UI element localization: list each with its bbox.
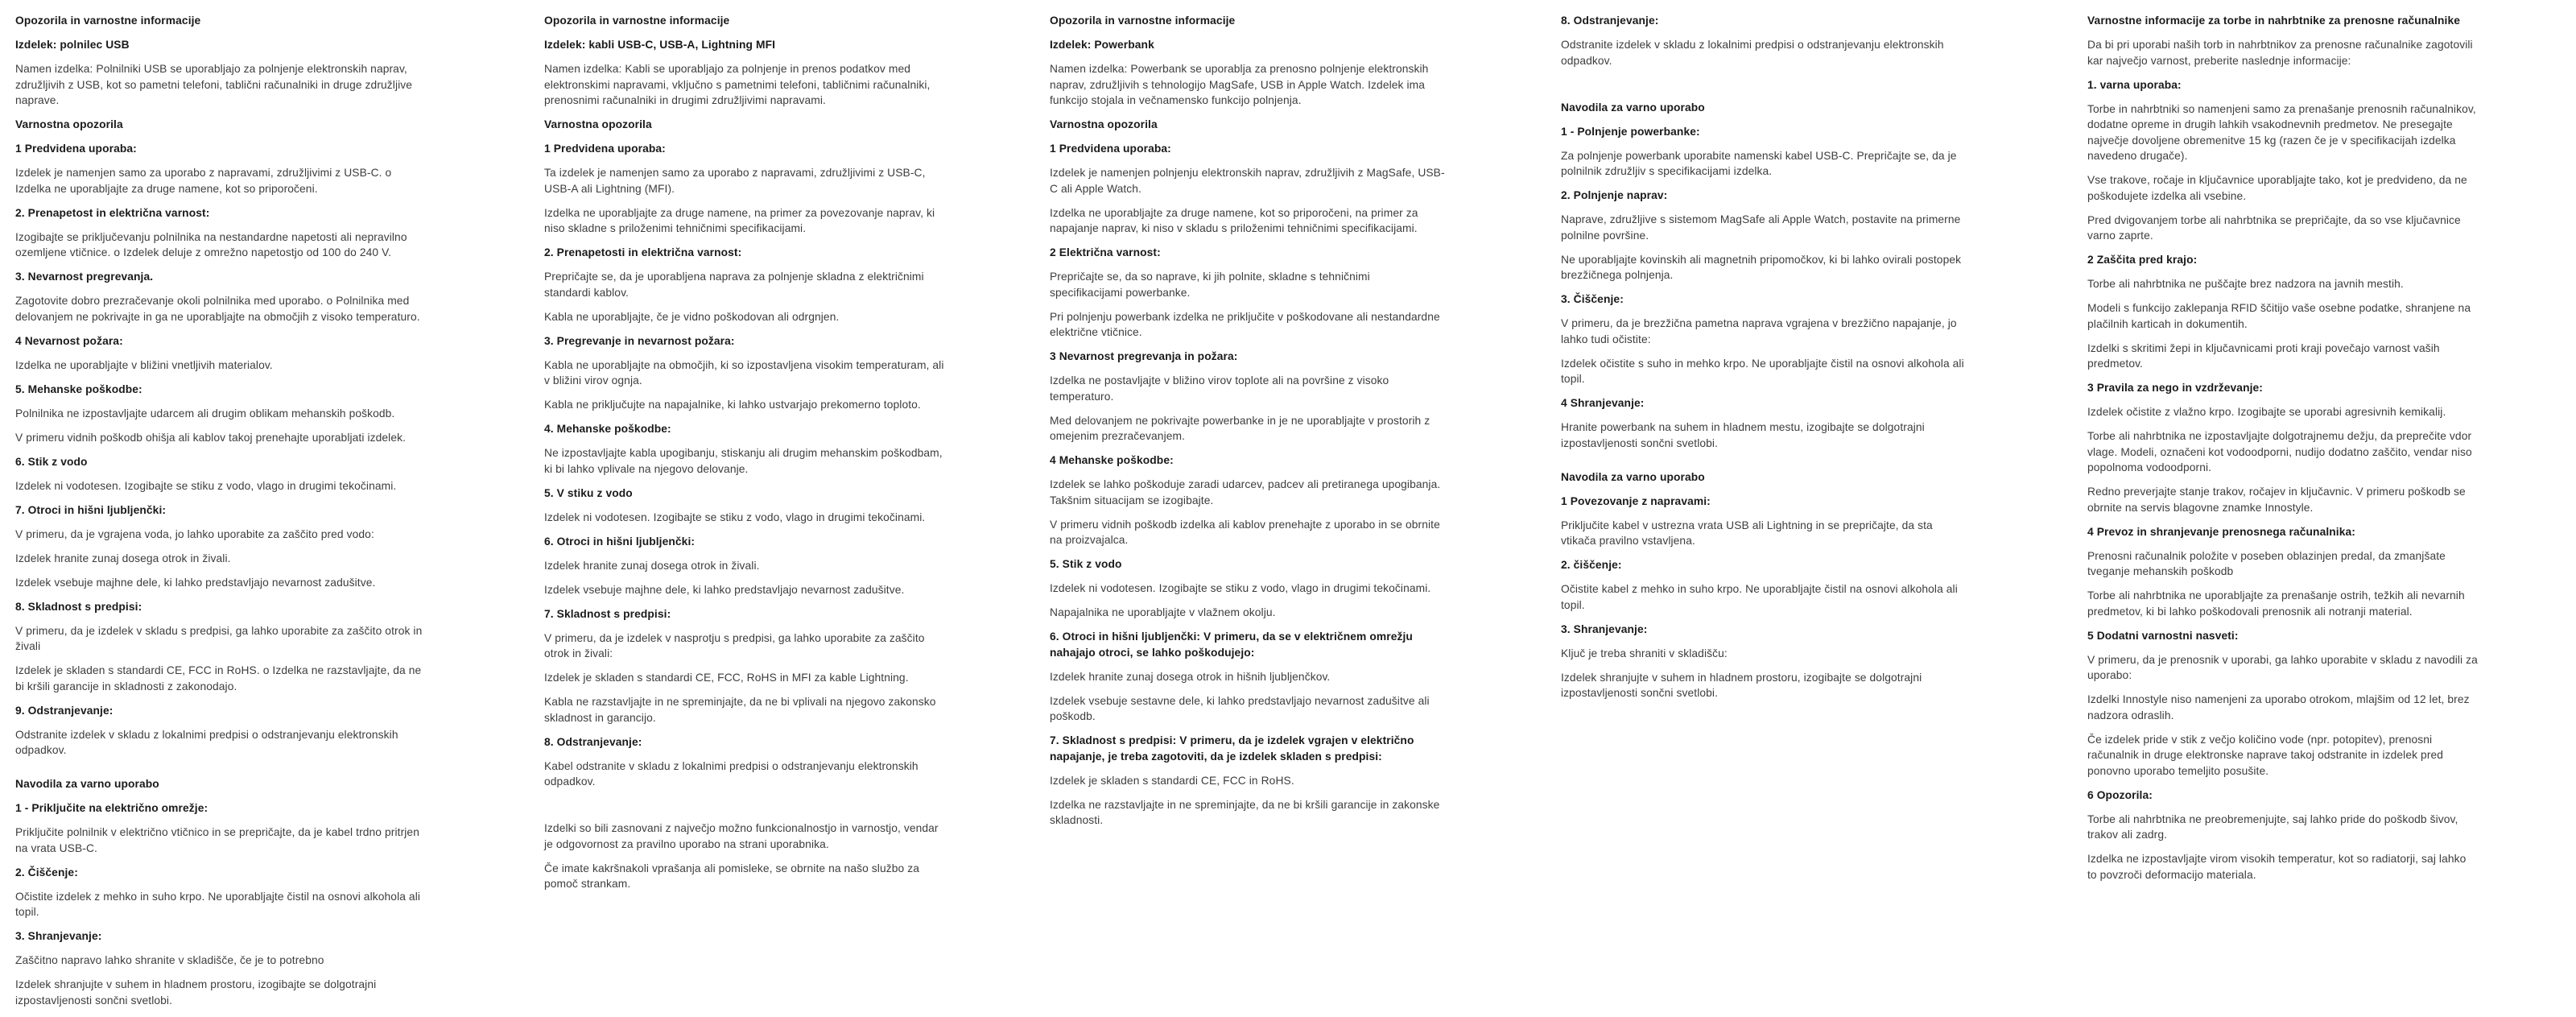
subsection-heading: 2 Električna varnost: [1050,246,1161,258]
paragraph: Torbe ali nahrbtnika ne uporabljajte za prenašanje ostrih, težkih ali nevarnih predmetov, ki bi lahko poškodovali prenosnik ali notranji material. [2087,589,2465,618]
paragraph: Izdelka ne uporabljajte v bližini vnetljivih materialov. [15,358,273,371]
section-heading: Navodila za varno uporabo [15,778,159,790]
paragraph: Izdelek se lahko poškoduje zaradi udarcev, padcev ali pretiranega upogibanja. Takšnim situacijam se izogibajte. [1050,478,1441,506]
subsection-heading: 2. čiščenje: [1561,559,1622,571]
spacer [1561,460,1967,469]
paragraph: V primeru, da je prenosnik v uporabi, ga lahko uporabite v skladu z navodili za uporabo: [2087,653,2478,681]
paragraph: Za polnjenje powerbank uporabite namenski kabel USB-C. Prepričajte se, da je polnilnik združljiv s specifikacijami izdelka. [1561,149,1957,177]
paragraph: Kabla ne uporabljajte na območjih, ki so izpostavljena visokim temperaturam, ali v bližini virov ognja. [544,358,944,387]
paragraph: Izdelek hranite zunaj dosega otrok in živali. [544,559,760,572]
doc-title: Opozorila in varnostne informacije [15,14,201,27]
subsection-heading: 1. varna uporaba: [2087,78,2182,91]
paragraph: Izdelek je skladen s standardi CE, FCC, RoHS in MFI za kable Lightning. [544,672,909,684]
paragraph: Če imate kakršnakoli vprašanja ali pomisleke, se obrnite na našo službo za pomoč strankam. [544,862,919,890]
subsection-heading: 7. Skladnost s predpisi: [544,607,671,620]
subsection-heading: 7. Otroci in hišni ljubljenčki: [15,503,167,516]
paragraph: Modeli s funkcijo zaklepanja RFID ščitijo vaše osebne podatke, shranjene na plačilnih karticah in dokumentih. [2087,302,2471,330]
paragraph: Kabla ne priključujte na napajalnike, ki lahko ustvarjajo prekomerno toploto. [544,399,921,411]
paragraph: Napajalnika ne uporabljajte v vlažnem okolju. [1050,606,1276,618]
paragraph: Odstranite izdelek v skladu z lokalnimi predpisi o odstranjevanju elektronskih odpadkov. [15,728,398,756]
subsection-heading: 1 Predvidena uporaba: [1050,143,1171,155]
paragraph: Izdelka ne uporabljajte za druge namene, kot so priporočeni, na primer za napajanje naprav, ki niso v skladu s priloženimi tehničnimi specifikacijami. [1050,206,1418,234]
paragraph: Torbe ali nahrbtnika ne izpostavljajte dolgotrajnemu dežju, da preprečite vdor vlage. Modeli, označeni kot vodoodporni, nudijo dodatno zaščito, vendar niso popolnoma vodoodporni. [2087,430,2472,473]
subsection-heading: 1 Predvidena uporaba: [544,143,666,155]
paragraph: Očistite kabel z mehko in suho krpo. Ne uporabljajte čistil na osnovi alkohola ali topil. [1561,583,1958,611]
paragraph: V primeru, da je vgrajena voda, jo lahko uporabite za zaščito pred vodo: [15,527,374,540]
subsection-heading: 3. Nevarnost pregrevanja. [15,271,154,283]
paragraph: Priključite polnilnik v električno vtičnico in se prepričajte, da je kabel trdno pritrjen na vrata USB-C. [15,826,419,854]
paragraph: Prepričajte se, da so naprave, ki jih polnite, skladne s tehničnimi specifikacijami powerbanke. [1050,271,1370,299]
subsection-heading: 2. Prenapetost in električna varnost: [15,206,210,219]
paragraph: Da bi pri uporabi naših torb in nahrbtnikov za prenosne računalnike zagotovili kar največjo varnost, preberite naslednje informacije: [2087,39,2473,67]
subsection-heading: 5. Stik z vodo [1050,558,1122,570]
paragraph: Prenosni računalnik položite v poseben oblazinjen predal, da zmanjšate tveganje mehanskih poškodb [2087,549,2446,577]
paragraph: Ne uporabljajte kovinskih ali magnetnih pripomočkov, ki bi lahko ovirali postopek brezžičnega polnjenja. [1561,253,1962,281]
section-heading: Varnostna opozorila [1050,118,1158,130]
section-heading: Navodila za varno uporabo [1561,101,1705,114]
doc-title: Opozorila in varnostne informacije [544,14,730,27]
subsection-heading: 2. Prenapetosti in električna varnost: [544,246,742,258]
subsection-heading: 3. Shranjevanje: [15,930,102,942]
paragraph: Izdelka ne izpostavljajte virom visokih temperatur, kot so radiatorji, saj lahko to povzroči deformacijo materiala. [2087,853,2467,881]
subsection-heading: 4 Mehanske poškodbe: [1050,454,1174,466]
paragraph: V primeru vidnih poškodb izdelka ali kablov prenehajte z uporabo in se obrnite na proizvajalca. [1050,518,1440,546]
subsection-heading: 1 Predvidena uporaba: [15,143,137,155]
subsection-heading: 8. Odstranjevanje: [544,735,642,748]
subsection-heading: 4 Shranjevanje: [1561,397,1645,409]
paragraph: V primeru, da je brezžična pametna naprava vgrajena v brezžično napajanje, jo lahko tudi očistite: [1561,317,1957,345]
paragraph: Odstranite izdelek v skladu z lokalnimi predpisi o odstranjevanju elektronskih odpadkov. [1561,39,1944,67]
paragraph: Izdelek je skladen s standardi CE, FCC in RoHS. [1050,774,1294,787]
paragraph: Polnilnika ne izpostavljajte udarcem ali drugim oblikam mehanskih poškodb. [15,407,395,420]
paragraph: Kabel odstranite v skladu z lokalnimi predpisi o odstranjevanju elektronskih odpadkov. [544,759,919,788]
paragraph: Očistite izdelek z mehko in suho krpo. Ne uporabljajte čistil na osnovi alkohola ali topil. [15,890,421,918]
paragraph: Izdelka ne razstavljajte in ne spreminjajte, da ne bi kršili garancije in zakonske skladnosti. [1050,798,1440,826]
section-heading: Varnostna opozorila [15,118,123,130]
subsection-heading: 5 Dodatni varnostni nasveti: [2087,629,2239,642]
subsection-heading: 6. Otroci in hišni ljubljenčki: V primeru, da se v električnem omrežju nahajajo otroci, se lahko poškodujejo: [1050,630,1413,659]
subsection-heading: 4 Nevarnost požara: [15,334,123,347]
subsection-heading: 8. Odstranjevanje: [1561,14,1659,27]
paragraph: Ta izdelek je namenjen samo za uporabo z napravami, združljivimi z USB-C, USB-A ali Lightning (MFI). [544,167,926,195]
subsection-heading: 6. Stik z vodo [15,455,88,468]
paragraph: Izdelek hranite zunaj dosega otrok in živali. [15,552,231,564]
column-usb-charger [15,13,423,1017]
spacer [544,798,944,821]
paragraph: Izdelka ne uporabljajte za druge namene, na primer za povezovanje naprav, ki niso skladne s priloženimi tehničnimi specifikacijami. [544,206,935,234]
subsection-heading: 7. Skladnost s predpisi: V primeru, da je izdelek vgrajen v električno napajanje, je treba zagotoviti, da je izdelek skladen s predpisi: [1050,734,1414,763]
section-heading: Izdelek: kabli USB-C, USB-A, Lightning MFI [544,39,776,51]
subsection-heading: 2. Čiščenje: [15,866,78,879]
subsection-heading: 1 - Polnjenje powerbanke: [1561,125,1700,138]
paragraph: V primeru, da je izdelek v skladu s predpisi, ga lahko uporabite za zaščito otrok in živali [15,624,423,652]
paragraph: Izdelek očistite s suho in mehko krpo. Ne uporabljajte čistil na osnovi alkohola ali topil. [1561,357,1964,385]
section-heading: Varnostna opozorila [544,118,652,130]
paragraph: Naprave, združljive s sistemom MagSafe ali Apple Watch, postavite na primerne polnilne površine. [1561,213,1961,242]
subsection-heading: 3. Čiščenje: [1561,293,1624,305]
section-heading: Navodila za varno uporabo [1561,470,1705,483]
paragraph: Če izdelek pride v stik z večjo količino vode (npr. potopitev), prenosni računalnik in druge elektronske naprave takoj odstranite in izdelek pred ponovno uporabo temeljito posušite. [2087,733,2444,777]
paragraph: Zagotovite dobro prezračevanje okoli polnilnika med uporabo. o Polnilnika med delovanjem ne pokrivajte in ga ne uporabljajte na območjih z visoko temperaturo. [15,295,420,323]
subsection-heading: 5. V stiku z vodo [544,486,633,499]
paragraph: Vse trakove, ročaje in ključavnice uporabljajte tako, kot je predvideno, da ne poškodujete izdelka ali vsebine. [2087,174,2467,202]
paragraph: Namen izdelka: Polnilniki USB se uporabljajo za polnjenje elektronskih naprav, združljivih z USB, kot so pametni telefoni, tablični računalniki in druge združljive naprave. [15,63,413,106]
paragraph: Pred dvigovanjem torbe ali nahrbtnika se prepričajte, da so vse ključavnice varno zaprte. [2087,213,2461,242]
paragraph: Namen izdelka: Kabli se uporabljajo za polnjenje in prenos podatkov med elektronskimi napravami, vključno s pametnimi telefoni, tabličnimi računalniki, prenosnimi računalniki in drugimi združljivimi napravami. [544,63,931,106]
paragraph: Izdelek vsebuje majhne dele, ki lahko predstavljajo nevarnost zadušitve. [15,576,376,589]
subsection-heading: 4 Prevoz in shranjevanje prenosnega računalnika: [2087,525,2355,538]
paragraph: Torbe ali nahrbtnika ne puščajte brez nadzora na javnih mestih. [2087,278,2404,290]
paragraph: Izdelek ni vodotesen. Izogibajte se stiku z vodo, vlago in drugimi tekočinami. [1050,582,1431,594]
paragraph: Izdelek je namenjen samo za uporabo z napravami, združljivimi z USB-C. o Izdelka ne uporabljajte za druge namene, kot so priporočeni. [15,167,392,195]
subsection-heading: 8. Skladnost s predpisi: [15,600,142,613]
paragraph: Izdelek ni vodotesen. Izogibajte se stiku z vodo, vlago in drugimi tekočinami. [15,479,397,492]
column-laptop-bags [2087,13,2479,891]
paragraph: Izdelek shranjujte v suhem in hladnem prostoru, izogibajte se dolgotrajni izpostavljenosti sončni svetlobi. [15,978,377,1007]
doc-title: Varnostne informacije za torbe in nahrbtnike za prenosne računalnike [2087,14,2460,27]
paragraph: Izdelki s skritimi žepi in ključavnicami proti kraji povečajo varnost vaših predmetov. [2087,341,2440,370]
subsection-heading: 2 Zaščita pred krajo: [2087,254,2198,266]
subsection-heading: 1 - Priključite na električno omrežje: [15,802,208,814]
column-cables [544,13,944,900]
paragraph: Ne izpostavljajte kabla upogibanju, stiskanju ali drugim mehanskim poškodbam, ki bi lahko vplivale na njegovo delovanje. [544,447,943,475]
column-powerbank [1050,13,1446,837]
paragraph: Zaščitno napravo lahko shranite v skladišče, če je to potrebno [15,954,324,966]
paragraph: Med delovanjem ne pokrivajte powerbanke in je ne uporabljajte v prostorih z omejenim prezračevanjem. [1050,414,1430,442]
subsection-heading: 1 Povezovanje z napravami: [1561,494,1711,507]
spacer [1561,77,1967,100]
paragraph: Torbe in nahrbtniki so namenjeni samo za prenašanje prenosnih računalnikov, dodatne opreme in drugih lahkih vsakodnevnih predmetov. Ne presegajte največje dovoljene obremenitve 15 kg (razen če je v specifikacijah izdelka navedeno drugače). [2087,102,2476,162]
subsection-heading: 6. Otroci in hišni ljubljenčki: [544,535,696,548]
paragraph: Izdelek je skladen s standardi CE, FCC in RoHS. o Izdelka ne razstavljajte, da ne bi kršili garancije in skladnosti z zakonodajo. [15,664,422,692]
subsection-heading: 2. Polnjenje naprav: [1561,189,1668,201]
paragraph: Izdelki Innostyle niso namenjeni za uporabo otrokom, mlajšim od 12 let, brez nadzora odraslih. [2087,693,2470,721]
paragraph: V primeru, da je izdelek v nasprotju s predpisi, ga lahko uporabite za zaščito otrok in živali: [544,631,925,659]
paragraph: Izogibajte se priključevanju polnilnika na nestandardne napetosti ali nepravilno ozemljene vtičnice. o Izdelek deluje z omrežno napetostjo od 100 do 240 V. [15,230,407,258]
subsection-heading: 9. Odstranjevanje: [15,704,114,717]
paragraph: Redno preverjajte stanje trakov, ročajev in ključavnic. V primeru poškodb se obrnite na servis blagovne znamke Innostyle. [2087,486,2466,514]
subsection-heading: 5. Mehanske poškodbe: [15,382,142,395]
paragraph: Priključite kabel v ustrezna vrata USB ali Lightning in se prepričajte, da sta vtikača pravilno vstavljena. [1561,519,1933,547]
paragraph: Prepričajte se, da je uporabljena naprava za polnjenje skladna z električnimi standardi kablov. [544,271,924,299]
doc-title: Opozorila in varnostne informacije [1050,14,1236,27]
subsection-heading: 3. Pregrevanje in nevarnost požara: [544,334,735,347]
spacer [15,767,423,776]
paragraph: Izdelek vsebuje majhne dele, ki lahko predstavljajo nevarnost zadušitve. [544,583,905,596]
paragraph: Izdelek je namenjen polnjenju elektronskih naprav, združljivih z MagSafe, USB-C ali Apple Watch. [1050,167,1445,195]
paragraph: Izdelek vsebuje sestavne dele, ki lahko predstavljajo nevarnost zadušitve ali poškodb. [1050,694,1430,722]
paragraph: Pri polnjenju powerbank izdelka ne priključite v poškodovane ali nestandardne električne vtičnice. [1050,310,1440,338]
subsection-heading: 6 Opozorila: [2087,788,2153,801]
section-heading: Izdelek: polnilec USB [15,39,130,51]
subsection-heading: 4. Mehanske poškodbe: [544,423,671,435]
paragraph: Namen izdelka: Powerbank se uporablja za prenosno polnjenje elektronskih naprav, združljivih s tehnologijo MagSafe, USB in Apple Watch. Izdelek ima funkcijo stojala in večnamensko funkcijo polnjenja. [1050,63,1429,106]
paragraph: Torbe ali nahrbtnika ne preobremenjujte, saj lahko pride do poškodb šivov, trakov ali zadrg. [2087,812,2458,841]
paragraph: Kabla ne uporabljajte, če je vidno poškodovan ali odrgnjen. [544,310,840,323]
paragraph: V primeru vidnih poškodb ohišja ali kablov takoj prenehajte uporabljati izdelek. [15,431,407,444]
paragraph: Izdelki so bili zasnovani z največjo možno funkcionalnostjo in varnostjo, vendar je odgovornost za pravilno uporabo na strani uporabnika. [544,822,939,850]
column-powerbank-instructions [1561,13,1967,709]
subsection-heading: 3. Shranjevanje: [1561,622,1648,635]
paragraph: Ključ je treba shraniti v skladišču: [1561,647,1728,659]
subsection-heading: 3 Nevarnost pregrevanja in požara: [1050,350,1238,362]
paragraph: Hranite powerbank na suhem in hladnem mestu, izogibajte se dolgotrajni izpostavljenosti sončni svetlobi. [1561,421,1925,449]
paragraph: Izdelka ne postavljajte v bližino virov toplote ali na površine z visoko temperaturo. [1050,374,1389,403]
paragraph: Izdelek očistite z vlažno krpo. Izogibajte se uporabi agresivnih kemikalij. [2087,406,2446,418]
paragraph: Izdelek shranjujte v suhem in hladnem prostoru, izogibajte se dolgotrajni izpostavljenosti sončni svetlobi. [1561,671,1922,699]
paragraph: Kabla ne razstavljajte in ne spreminjajte, da ne bi vplivali na njegovo zakonsko skladnost in garancijo. [544,696,936,724]
subsection-heading: 3 Pravila za nego in vzdrževanje: [2087,382,2264,394]
paragraph: Izdelek ni vodotesen. Izogibajte se stiku z vodo, vlago in drugimi tekočinami. [544,511,926,523]
paragraph: Izdelek hranite zunaj dosega otrok in hišnih ljubljenčkov. [1050,670,1331,683]
section-heading: Izdelek: Powerbank [1050,39,1154,51]
